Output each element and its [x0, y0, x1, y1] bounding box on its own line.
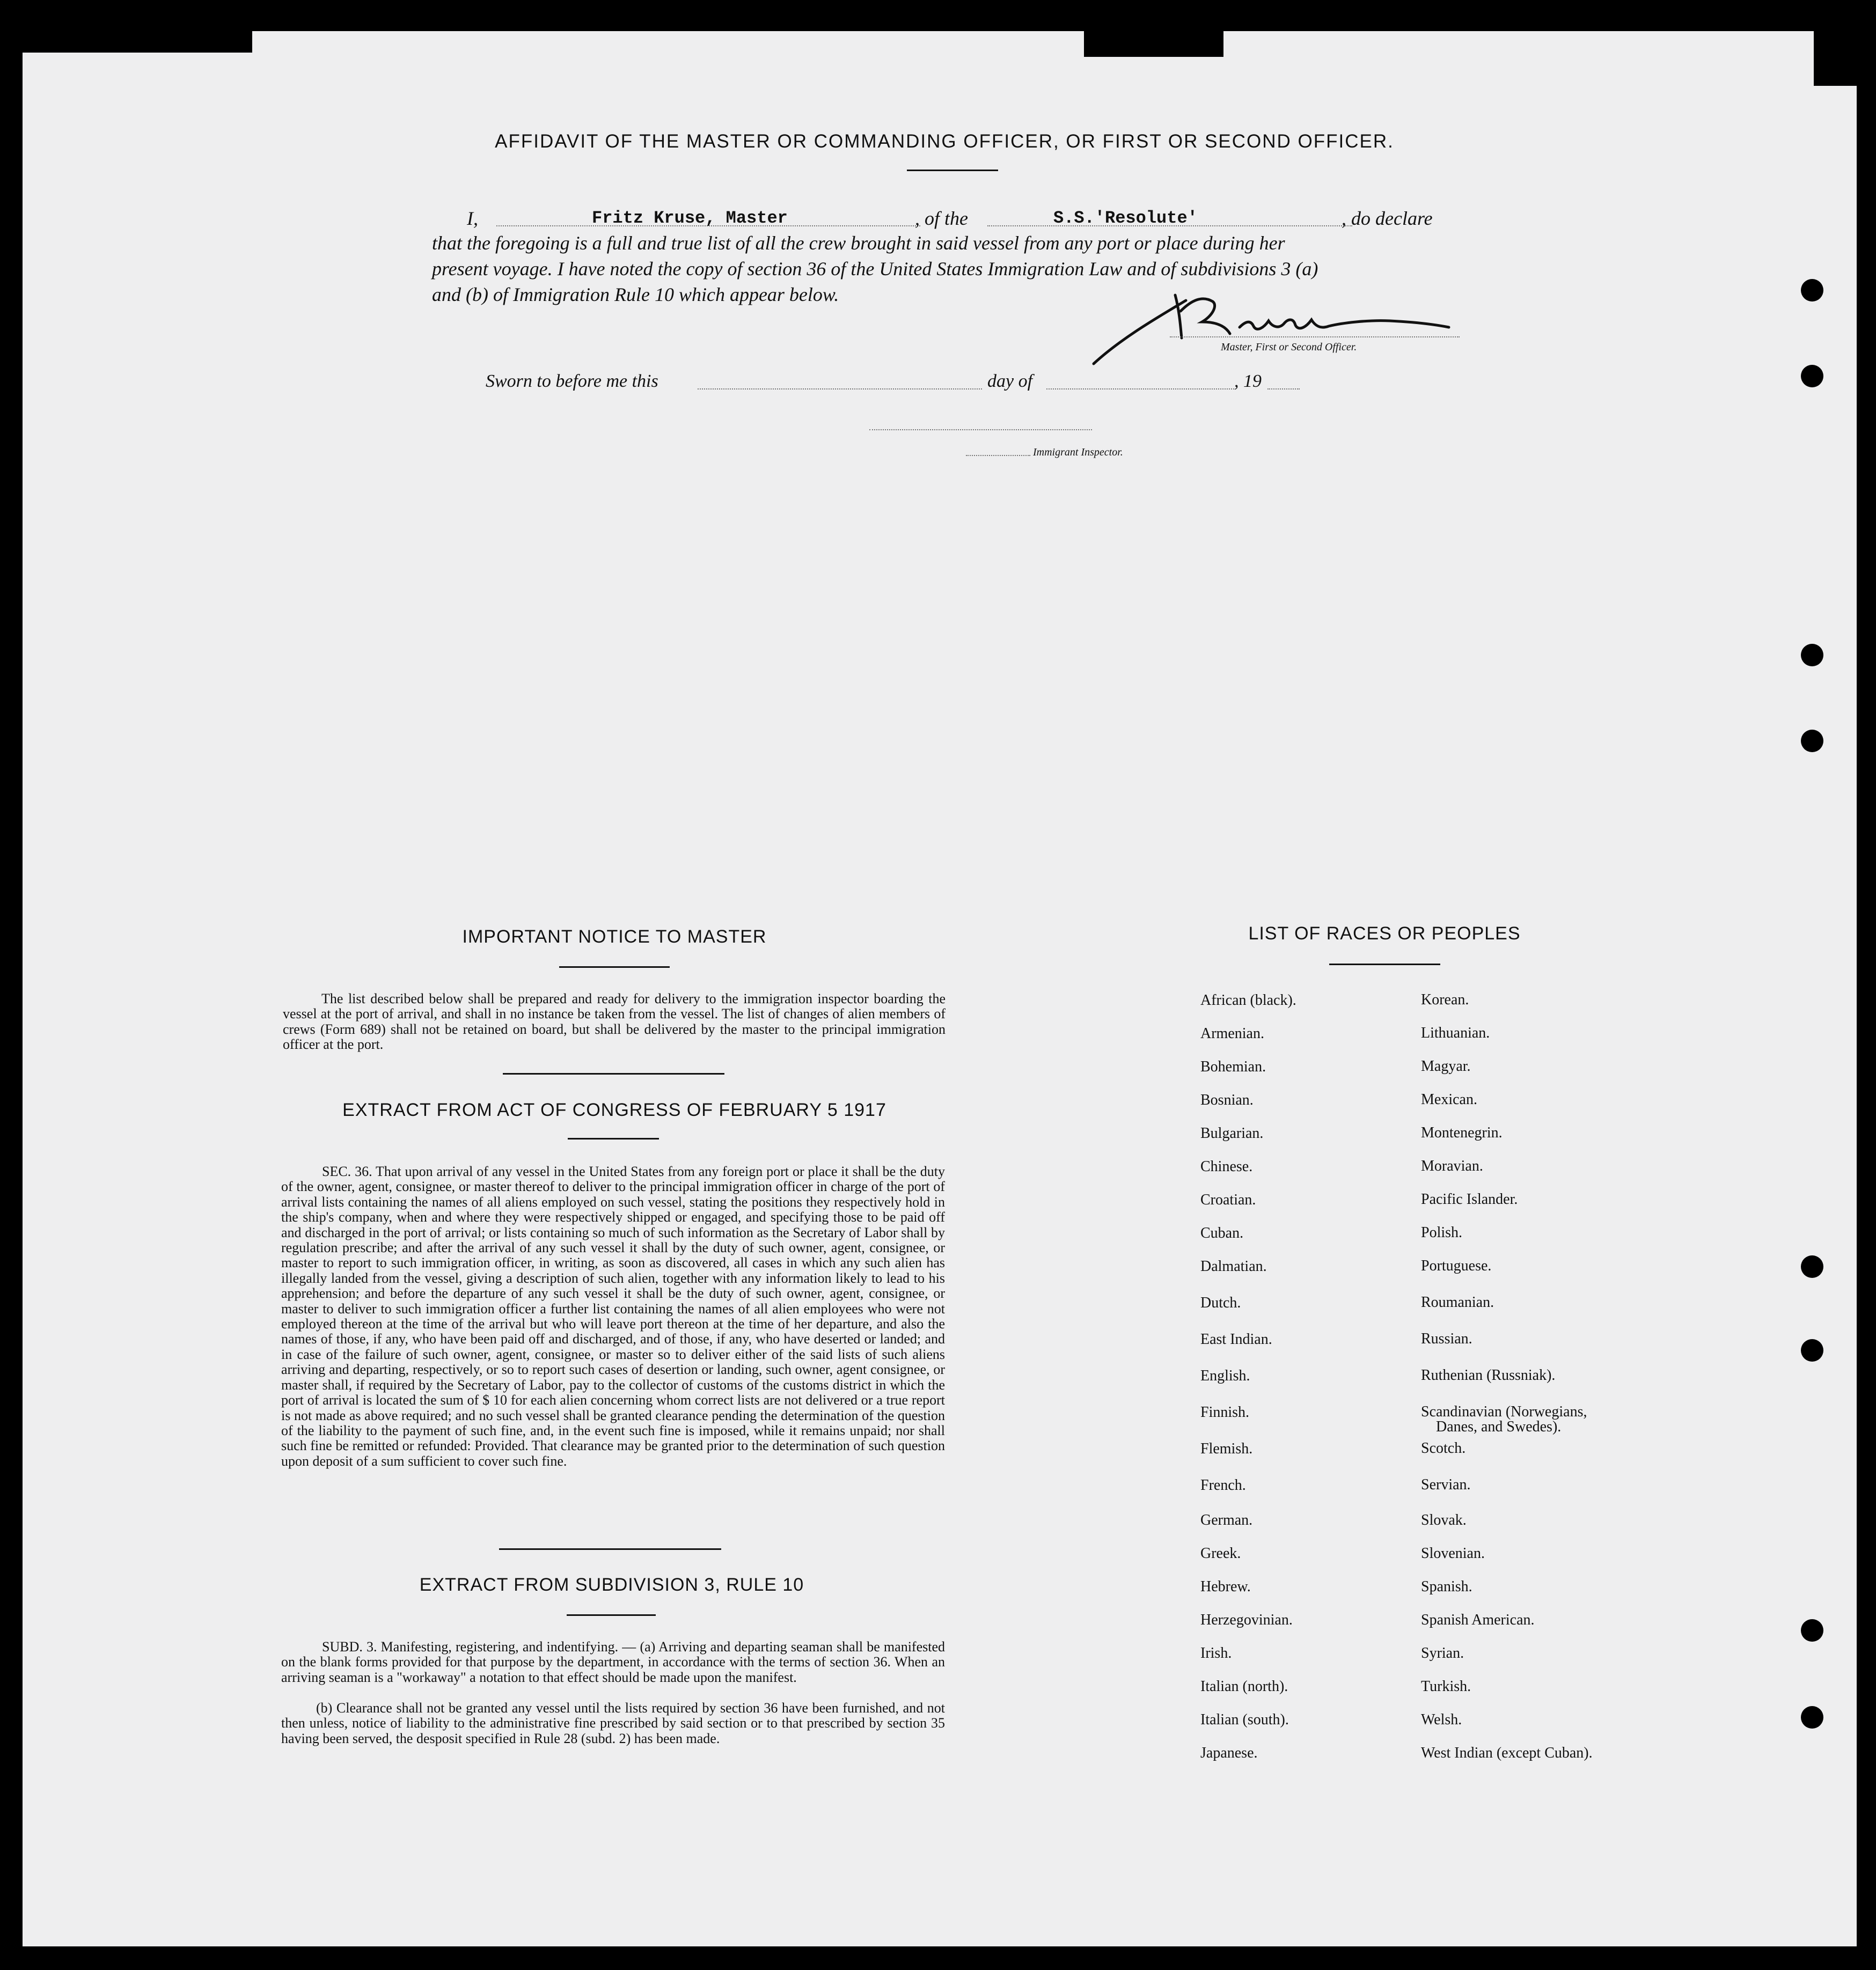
race-right-item: Lithuanian.: [1421, 1025, 1490, 1041]
act-extract-body: SEC. 36. That upon arrival of any vessel in the United States from any foreign port or place it shall be the duty of the owner, agent, consignee, or master thereof to deliver to the principal immigration officer in charge of the port of arrival lists containing the names of all aliens employed on such vessel, stating the positions they respectively hold in the ship's company, when and where they were respectively shipped or engaged, and specifying those to be paid off and discharged in the port of arrival; or lists containing so much of such information as the Secretary of Labor shall by regulation prescribe; and after the arrival of any such vessel it shall by the duty of such owner, agent, consignee, or master to report to such immigration officer, in writing, as soon as discovered, all cases in which any such alien has illegally landed from the vessel, giving a description of such alien, together with any information likely to lead to his apprehension; and before the departure of any such vessel it shall be the duty of such owner, agent, consignee, or master to deliver to such immigration officer a further list containing the names of all alien employees who were not employed thereon at the time of the arrival but who will leave port thereon at the time of her departure, and also the names of those, if any, who have been paid off and discharged, and of those, if any, who have deserted or landed; and in case of the failure of such owner, agent, consignee, or master so to deliver either of the said lists of such aliens arriving and departing, respectively, or so to report such cases of desertion or landing, such owner, agent consignee, or master shall, if required by the Secretary of Labor, pay to the collector of customs of the customs district in which the port of arrival is located the sum of $ 10 for each alien concerning whom correct lists are not delivered or a true report is not made as above required; and no such vessel shall be granted clearance pending the determination of the question of the liability to the payment of such fine, and, in the event such fine is imposed, while it remains unpaid; nor shall such fine be remitted or refunded: Provided. That clearance may be granted prior to the determination of such question upon deposit of a sum sufficient to cover such fine.: [281, 1164, 945, 1469]
rule-subd-a: SUBD. 3. Manifesting, registering, and indentifying. — (a) Arriving and departing seaman shall be manifested on the blank forms provided for that purpose by the department, in accordance with the terms of section 36. When an arriving seaman is a "workaway" a notation to that effect should be made upon the manifest.: [281, 1639, 945, 1685]
divider: [1329, 964, 1440, 965]
race-right-item: Roumanian.: [1421, 1294, 1494, 1311]
race-right-item: Polish.: [1421, 1224, 1463, 1241]
race-left-item: Japanese.: [1200, 1745, 1258, 1761]
race-right-item: Turkish.: [1421, 1678, 1471, 1695]
race-right-item: Slovak.: [1421, 1512, 1467, 1528]
race-left-item: East Indian.: [1200, 1331, 1272, 1348]
rule-subd-b: (b) Clearance shall not be granted any vessel until the lists required by section 36 have been furnished, and not then unless, notice of liability to the administrative fine prescribed by said section or to that prescribed by section 35 having been served, the desposit specified in Rule 28 (subd. 2) has been made.: [281, 1700, 945, 1746]
race-left-item: German.: [1200, 1512, 1253, 1528]
race-left-item: Bosnian.: [1200, 1092, 1254, 1108]
blank-line: [698, 388, 982, 389]
race-left-item: Herzegovinian.: [1200, 1612, 1293, 1628]
inspector-blank-line: [869, 429, 1092, 430]
notice-title: IMPORTANT NOTICE TO MASTER: [462, 927, 767, 947]
race-left-item: Flemish.: [1200, 1440, 1253, 1457]
race-left-item: Dalmatian.: [1200, 1258, 1267, 1275]
race-left-item: Hebrew.: [1200, 1578, 1251, 1595]
divider: [567, 1614, 656, 1616]
race-left-item: Croatian.: [1200, 1192, 1256, 1208]
race-right-item: Magyar.: [1421, 1058, 1471, 1075]
race-left-item: Irish.: [1200, 1645, 1232, 1662]
races-title: LIST OF RACES OR PEOPLES: [1248, 923, 1521, 944]
binder-hole: [1801, 365, 1823, 387]
race-left-item: Bohemian.: [1200, 1058, 1266, 1075]
signature-line: [1170, 336, 1460, 337]
rule-extract-title: EXTRACT FROM SUBDIVISION 3, RULE 10: [419, 1575, 804, 1595]
blank-line: [1267, 388, 1300, 389]
race-right-item: Mexican.: [1421, 1091, 1477, 1108]
race-left-item: Italian (south).: [1200, 1711, 1289, 1728]
inspector-caption: Immigrant Inspector.: [1033, 446, 1123, 458]
affidavit-of-the: , of the: [915, 208, 968, 229]
race-left-item: Italian (north).: [1200, 1678, 1288, 1695]
race-left-item: Cuban.: [1200, 1225, 1244, 1241]
race-right-item: Portuguese.: [1421, 1258, 1492, 1274]
binder-hole: [1801, 730, 1823, 752]
signature-caption: Master, First or Second Officer.: [1221, 341, 1357, 353]
race-right-item: West Indian (except Cuban).: [1421, 1745, 1593, 1761]
divider: [907, 170, 998, 171]
race-right-item: Scandinavian (Norwegians,: [1421, 1403, 1587, 1420]
race-right-item: Scotch.: [1421, 1440, 1466, 1457]
race-right-item: Slovenian.: [1421, 1545, 1485, 1562]
affidavit-line-4: and (b) of Immigration Rule 10 which appear below.: [432, 284, 839, 305]
affidavit-do-declare: , do declare: [1342, 208, 1433, 229]
sworn-text: Sworn to before me this: [486, 371, 658, 391]
affidavit-word-i: I,: [467, 208, 478, 229]
binder-hole: [1801, 1339, 1823, 1362]
race-left-item: Dutch.: [1200, 1295, 1241, 1311]
race-left-item: Greek.: [1200, 1545, 1241, 1562]
divider: [499, 1548, 721, 1550]
act-extract-title: EXTRACT FROM ACT OF CONGRESS OF FEBRUARY 5 1917: [342, 1100, 886, 1120]
race-right-item: Russian.: [1421, 1331, 1472, 1347]
race-left-item: Armenian.: [1200, 1025, 1264, 1042]
affidavit-line-3: present voyage. I have noted the copy of section 36 of the United States Immigration Law and of subdivisions 3 (a): [432, 258, 1318, 280]
race-right-item: Welsh.: [1421, 1711, 1462, 1728]
binder-hole: [1801, 644, 1823, 666]
race-right-item: Ruthenian (Russniak).: [1421, 1367, 1556, 1384]
torn-edge: [1084, 31, 1223, 57]
race-left-item: English.: [1200, 1368, 1250, 1384]
race-left-item: Chinese.: [1200, 1158, 1253, 1175]
binder-hole: [1801, 279, 1823, 302]
race-right-item: Pacific Islander.: [1421, 1191, 1518, 1208]
affidavit-title: AFFIDAVIT OF THE MASTER OR COMMANDING OFFICER, OR FIRST OR SECOND OFFICER.: [495, 131, 1394, 152]
race-right-item: Syrian.: [1421, 1645, 1464, 1662]
race-right-item: Korean.: [1421, 991, 1469, 1008]
race-left-item: Bulgarian.: [1200, 1125, 1264, 1142]
binder-hole: [1801, 1255, 1823, 1278]
race-left-item: French.: [1200, 1477, 1246, 1494]
race-right-item: Moravian.: [1421, 1158, 1483, 1174]
race-left-item: African (black).: [1200, 992, 1296, 1009]
race-right-continuation: Danes, and Swedes).: [1436, 1418, 1562, 1435]
day-of-label: day of: [987, 371, 1033, 391]
master-name-field: Fritz Kruse, Master: [592, 208, 788, 228]
blank-line: [1046, 388, 1234, 389]
master-signature: [1089, 274, 1465, 370]
torn-edge: [1814, 21, 1862, 86]
notice-body: The list described below shall be prepared and ready for delivery to the immigration inspector boarding the vessel at the port of arrival, and shall in no instance be taken from the vessel. The list of changes of alien members of crews (Form 689) shall not be retained on board, but shall be delivered by the master to the principal immigration officer at the port.: [283, 991, 946, 1053]
race-right-item: Spanish American.: [1421, 1612, 1535, 1628]
vessel-name-field: S.S.'Resolute': [1053, 208, 1198, 228]
race-right-item: Montenegrin.: [1421, 1124, 1503, 1141]
torn-edge: [21, 31, 252, 53]
race-left-item: Finnish.: [1200, 1404, 1250, 1421]
year-prefix: , 19: [1234, 371, 1262, 391]
race-right-item: Servian.: [1421, 1476, 1471, 1493]
divider: [559, 966, 670, 968]
inspector-blank-line: [966, 455, 1030, 456]
divider: [503, 1073, 724, 1075]
affidavit-line-2: that the foregoing is a full and true list of all the crew brought in said vessel from any port or place during her: [432, 232, 1285, 254]
binder-hole: [1801, 1706, 1823, 1729]
divider: [568, 1138, 659, 1140]
race-right-item: Spanish.: [1421, 1578, 1472, 1595]
binder-hole: [1801, 1619, 1823, 1642]
